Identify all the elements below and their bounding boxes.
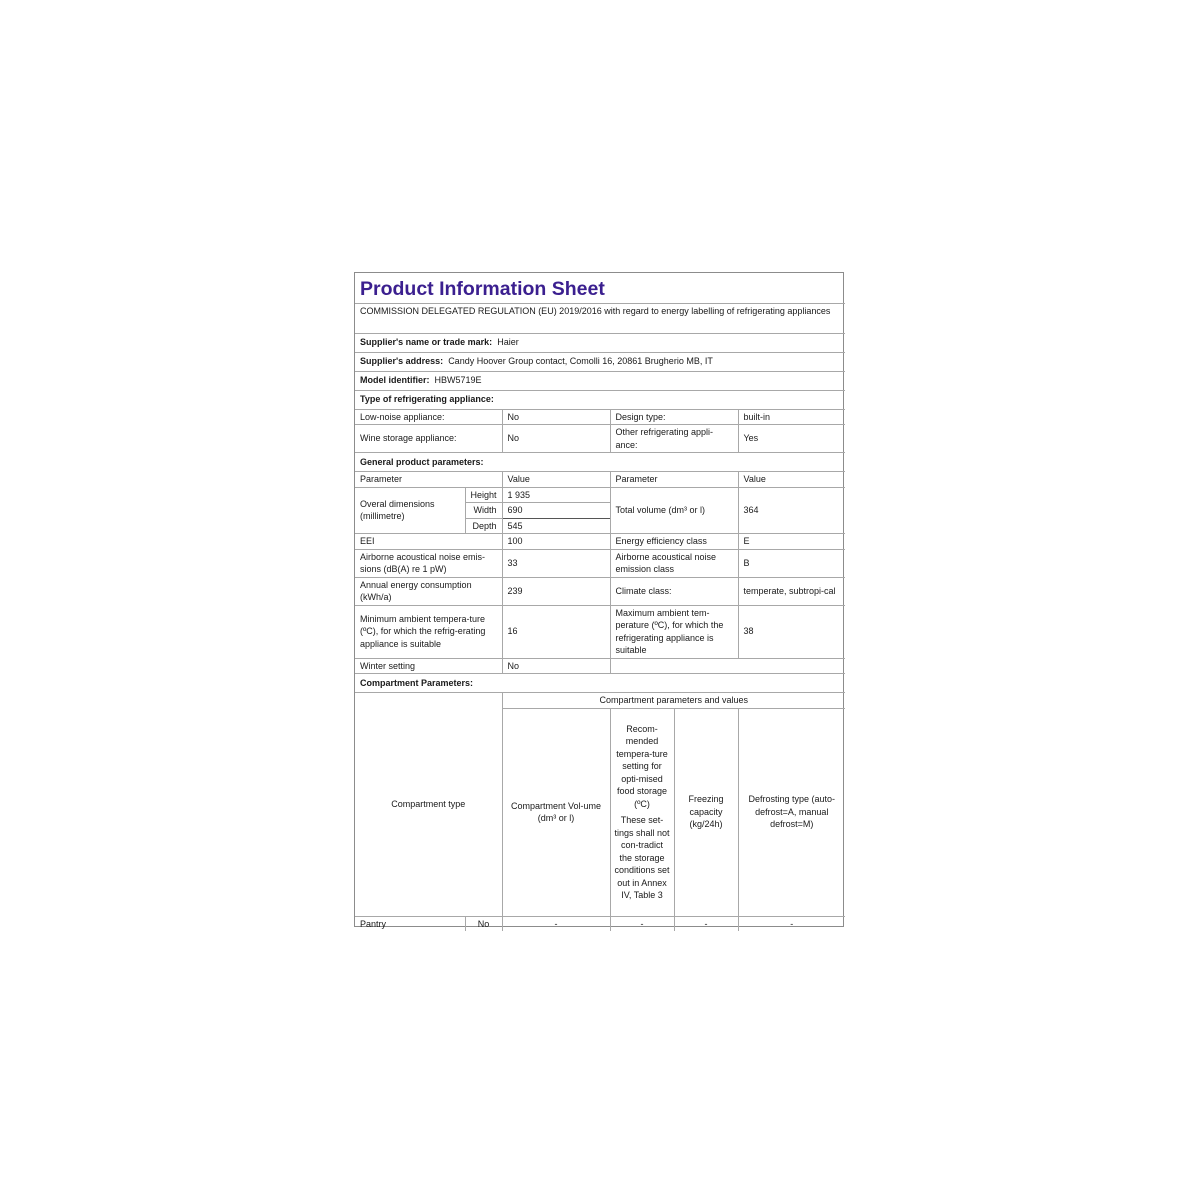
supplier-name-label: Supplier's name or trade mark: xyxy=(360,337,493,348)
min-temp-value: 16 xyxy=(502,605,610,658)
eei-value: 100 xyxy=(502,534,610,550)
wine-storage-value: No xyxy=(502,425,610,453)
winter-setting-value: No xyxy=(502,658,610,674)
noise-class-label: Airborne acoustical noise emission class xyxy=(610,549,738,577)
temp-note-text: These set-tings shall not con-tradict the storage conditions set out in Annex IV, Table 3 xyxy=(614,815,670,900)
product-information-sheet xyxy=(354,272,844,927)
page-title: Product Information Sheet xyxy=(355,273,845,303)
height-value: 1 935 xyxy=(502,487,610,503)
dimensions-label: Overal dimensions (millimetre) xyxy=(355,487,465,534)
width-value: 690 xyxy=(502,503,610,519)
defrosting-type-header: Defrosting type (auto-defrost=A, manual defrost=M) xyxy=(738,708,845,916)
compartment-present: No xyxy=(465,916,502,931)
total-volume-label: Total volume (dm³ or l) xyxy=(610,487,738,534)
energy-class-value: E xyxy=(738,534,845,550)
energy-class-label: Energy efficiency class xyxy=(610,534,738,550)
compartment-temp: - xyxy=(610,916,674,931)
regulation-text: COMMISSION DELEGATED REGULATION (EU) 2019/2016 with regard to energy labelling of refrigerating appliances xyxy=(355,303,845,333)
winter-setting-spacer xyxy=(610,658,845,674)
compartment-heading: Compartment Parameters: xyxy=(355,674,845,693)
compartment-type-header: Compartment type xyxy=(355,693,502,917)
design-type-label: Design type: xyxy=(610,409,738,425)
climate-class-label: Climate class: xyxy=(610,577,738,605)
sheet-table xyxy=(355,273,845,931)
low-noise-label: Low-noise appliance: xyxy=(355,409,502,425)
supplier-name-row xyxy=(355,333,845,352)
depth-value: 545 xyxy=(502,518,610,534)
max-temp-label: Maximum ambient tem-perature (ºC), for which the refrigerating appliance is suitable xyxy=(610,605,738,658)
compartment-volume: - xyxy=(502,916,610,931)
supplier-address-label: Supplier's address: xyxy=(360,356,444,367)
table-row xyxy=(355,916,845,931)
width-label: Width xyxy=(465,503,502,519)
compartment-defrost: - xyxy=(738,916,845,931)
noise-value: 33 xyxy=(502,549,610,577)
height-label: Height xyxy=(465,487,502,503)
low-noise-value: No xyxy=(502,409,610,425)
general-header-value: Value xyxy=(502,472,610,488)
model-identifier-label: Model identifier: xyxy=(360,375,430,386)
type-heading: Type of refrigerating appliance: xyxy=(355,390,845,409)
total-volume-value: 364 xyxy=(738,487,845,534)
supplier-name-value: Haier xyxy=(497,337,519,348)
max-temp-value: 38 xyxy=(738,605,845,658)
general-header-value-2: Value xyxy=(738,472,845,488)
compartment-group-header: Compartment parameters and values xyxy=(502,693,845,709)
winter-setting-label: Winter setting xyxy=(355,658,502,674)
general-heading: General product parameters: xyxy=(355,453,845,472)
other-appliance-value: Yes xyxy=(738,425,845,453)
compartment-volume-header: Compartment Vol-ume (dm³ or l) xyxy=(502,708,610,916)
supplier-address-value: Candy Hoover Group contact, Comolli 16, 20861 Brugherio MB, IT xyxy=(448,356,713,367)
noise-label: Airborne acoustical noise emis-sions (dB(A) re 1 pW) xyxy=(355,549,502,577)
model-identifier-row xyxy=(355,371,845,390)
recommended-temp-text: Recom-mended tempera-ture setting for opti-mised food storage (ºC) xyxy=(616,723,668,809)
supplier-address-row xyxy=(355,352,845,371)
eei-label: EEI xyxy=(355,534,502,550)
recommended-temp-header xyxy=(610,708,674,916)
design-type-value: built-in xyxy=(738,409,845,425)
annual-energy-label: Annual energy consumption (kWh/a) xyxy=(355,577,502,605)
general-header-parameter-2: Parameter xyxy=(610,472,738,488)
freezing-capacity-header: Freezing capacity (kg/24h) xyxy=(674,708,738,916)
climate-class-value: temperate, subtropi-cal xyxy=(738,577,845,605)
depth-label: Depth xyxy=(465,518,502,534)
other-appliance-label: Other refrigerating appli-ance: xyxy=(610,425,738,453)
noise-class-value: B xyxy=(738,549,845,577)
compartment-freezing: - xyxy=(674,916,738,931)
model-identifier-value: HBW5719E xyxy=(434,375,482,386)
wine-storage-label: Wine storage appliance: xyxy=(355,425,502,453)
general-header-parameter: Parameter xyxy=(355,472,502,488)
min-temp-label: Minimum ambient tempera-ture (ºC), for which the refrig-erating appliance is suitable xyxy=(355,605,502,658)
compartment-name: Pantry xyxy=(355,916,465,931)
annual-energy-value: 239 xyxy=(502,577,610,605)
